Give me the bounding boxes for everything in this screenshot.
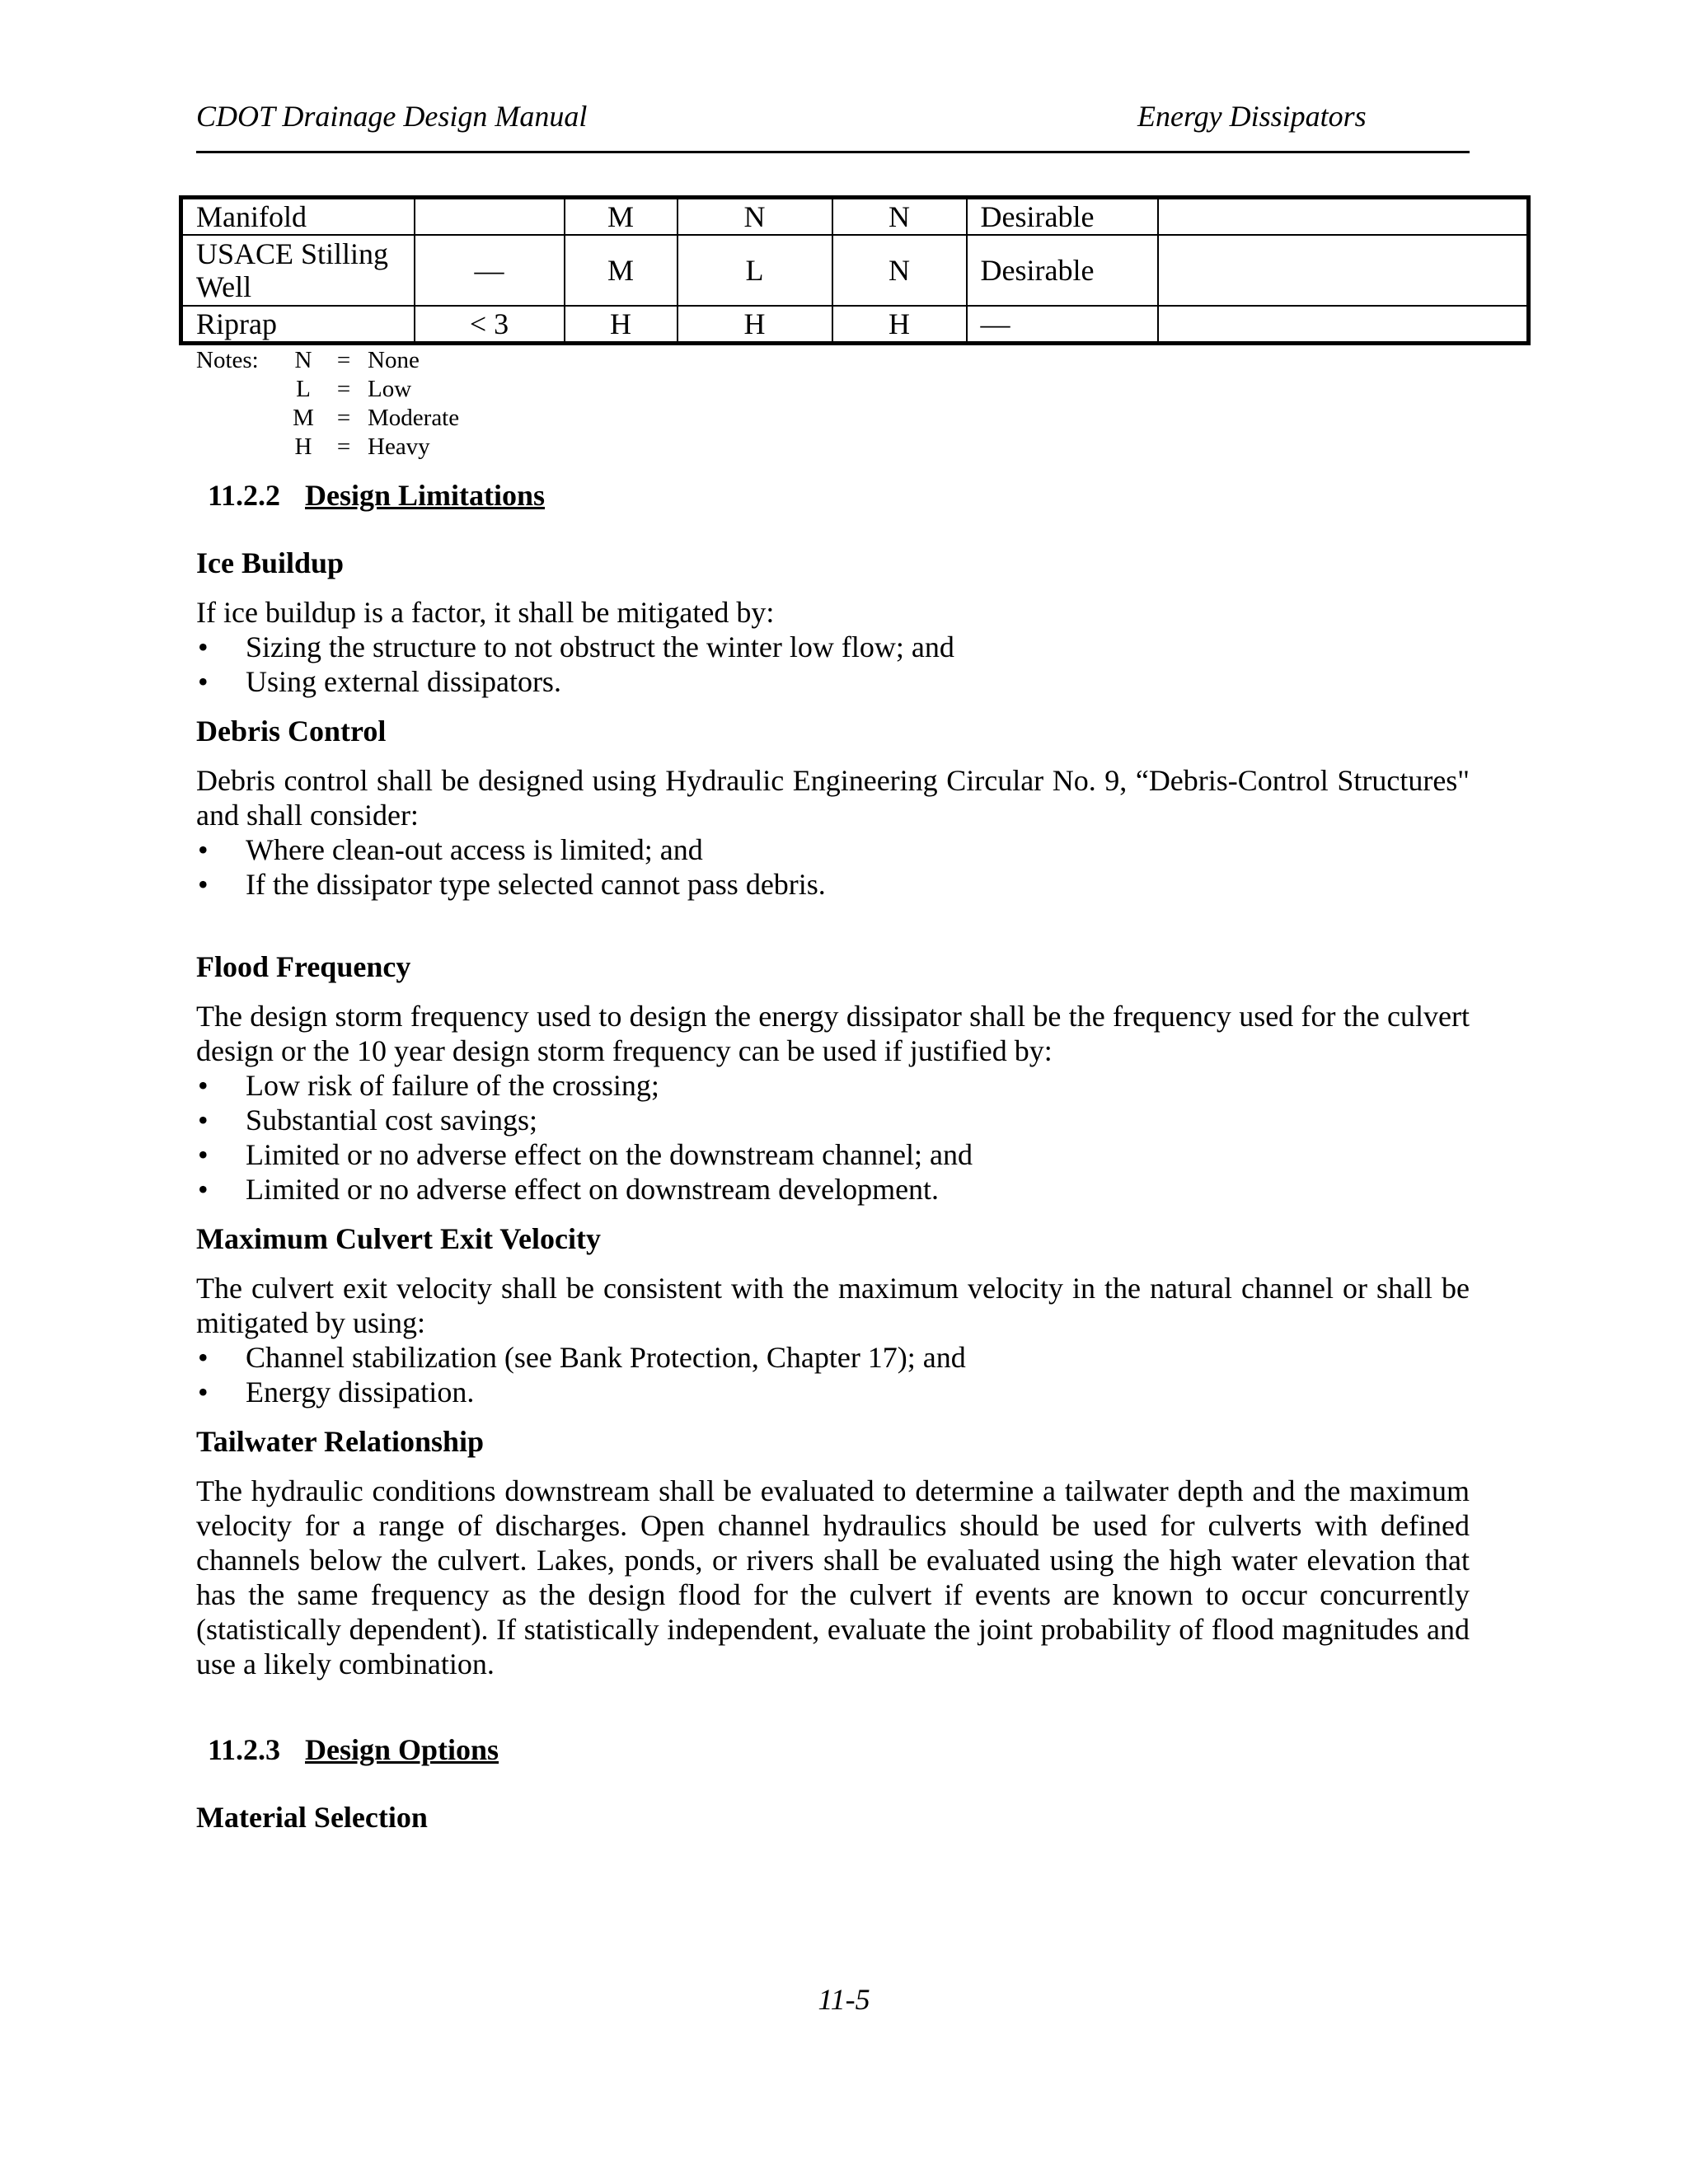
note-row [196, 433, 459, 462]
list-item: • Low risk of failure of the crossing; [196, 1068, 1470, 1103]
note-equals: = [336, 376, 351, 402]
note-meaning: Low [368, 376, 412, 402]
running-header-chapter: Energy Dissipators [1137, 100, 1367, 133]
table-cell: < 3 [415, 306, 565, 344]
table-cell: N [678, 198, 832, 236]
note-meaning: Heavy [368, 434, 430, 460]
table-cell [1158, 235, 1529, 306]
heading-material-selection: Material Selection [196, 1801, 428, 1834]
header-rule [196, 151, 1470, 153]
table-cell: H [565, 306, 678, 344]
note-meaning: None [368, 347, 420, 373]
page-number: 11-5 [818, 1983, 870, 2016]
note-abbr: L [296, 376, 311, 402]
table-cell: — [967, 306, 1158, 344]
table-cell: Riprap [181, 306, 415, 344]
velocity-intro: The culvert exit velocity shall be consistent with the maximum velocity in the natural channel or shall be mitigated by using: [196, 1272, 1470, 1339]
section-title: Design Options [305, 1733, 499, 1766]
ice-intro: If ice buildup is a factor, it shall be mitigated by: [196, 596, 775, 629]
note-meaning: Moderate [368, 405, 460, 431]
table-cell: L [678, 235, 832, 306]
list-item: • Where clean-out access is limited; and [196, 832, 1470, 867]
table-cell [1158, 198, 1529, 236]
table-notes [196, 346, 459, 462]
flood-bullet-list [196, 1068, 1470, 1207]
main-content [196, 478, 1470, 1835]
heading-flood-frequency: Flood Frequency [196, 950, 411, 983]
debris-bullet-list [196, 832, 1470, 902]
section-number: 11.2.2 [208, 479, 281, 512]
heading-debris-control: Debris Control [196, 715, 387, 748]
table-cell: N [832, 235, 967, 306]
note-row [196, 375, 459, 404]
table-cell: M [565, 235, 678, 306]
table-cell: Manifold [181, 198, 415, 236]
table-row [181, 235, 1529, 306]
table-cell: H [678, 306, 832, 344]
notes-label: Notes: [196, 347, 259, 373]
note-equals: = [336, 347, 351, 373]
table-row [181, 198, 1529, 236]
table-cell: H [832, 306, 967, 344]
note-equals: = [336, 405, 351, 431]
heading-ice-buildup: Ice Buildup [196, 546, 345, 579]
debris-intro: Debris control shall be designed using Hydraulic Engineering Circular No. 9, “Debris-Control Structures" and shall consider: [196, 764, 1470, 832]
section-heading-design-limitations [208, 478, 1470, 513]
list-item: • Using external dissipators. [196, 664, 1470, 699]
list-item: • Sizing the structure to not obstruct the winter low flow; and [196, 630, 1470, 664]
section-heading-design-options [208, 1732, 1470, 1767]
ice-bullet-list [196, 630, 1470, 699]
heading-tailwater-relationship: Tailwater Relationship [196, 1425, 485, 1458]
note-abbr: N [294, 347, 312, 373]
list-item: • If the dissipator type selected cannot pass debris. [196, 867, 1470, 902]
table-cell: Desirable [967, 198, 1158, 236]
list-item: • Limited or no adverse effect on downstream development. [196, 1172, 1470, 1207]
table-cell [415, 198, 565, 236]
table-cell: — [415, 235, 565, 306]
velocity-bullet-list [196, 1340, 1470, 1409]
section-number: 11.2.3 [208, 1733, 281, 1766]
list-item: • Substantial cost savings; [196, 1103, 1470, 1137]
dissipator-table [179, 195, 1531, 345]
table-row [181, 306, 1529, 344]
note-equals: = [336, 434, 351, 460]
section-title: Design Limitations [305, 479, 546, 512]
running-header-title: CDOT Drainage Design Manual [196, 100, 588, 133]
list-item: • Limited or no adverse effect on the downstream channel; and [196, 1137, 1470, 1172]
note-row [196, 346, 459, 375]
note-abbr: H [294, 434, 312, 460]
note-row [196, 404, 459, 433]
flood-intro: The design storm frequency used to design the energy dissipator shall be the frequency used for the culvert design or the 10 year design storm frequency can be used if justified by: [196, 1000, 1470, 1067]
table-cell: N [832, 198, 967, 236]
list-item: • Channel stabilization (see Bank Protection, Chapter 17); and [196, 1340, 1470, 1375]
tailwater-body: The hydraulic conditions downstream shall be evaluated to determine a tailwater depth and the maximum velocity for a range of discharges. Open channel hydraulics should be used for culverts with defined channels below the culvert. Lakes, ponds, or rivers shall be evaluated using the high water elevation that has the same frequency as the design flood for the culvert if events are known to occur concurrently (statistically dependent). If statistically independent, evaluate the joint probability of flood magnitudes and use a likely combination. [196, 1474, 1470, 1680]
table-cell: M [565, 198, 678, 236]
table-cell [1158, 306, 1529, 344]
list-item: • Energy dissipation. [196, 1375, 1470, 1409]
heading-max-exit-velocity: Maximum Culvert Exit Velocity [196, 1222, 601, 1255]
table-cell: USACE Stilling Well [181, 235, 415, 306]
note-abbr: M [293, 405, 314, 431]
table-cell: Desirable [967, 235, 1158, 306]
